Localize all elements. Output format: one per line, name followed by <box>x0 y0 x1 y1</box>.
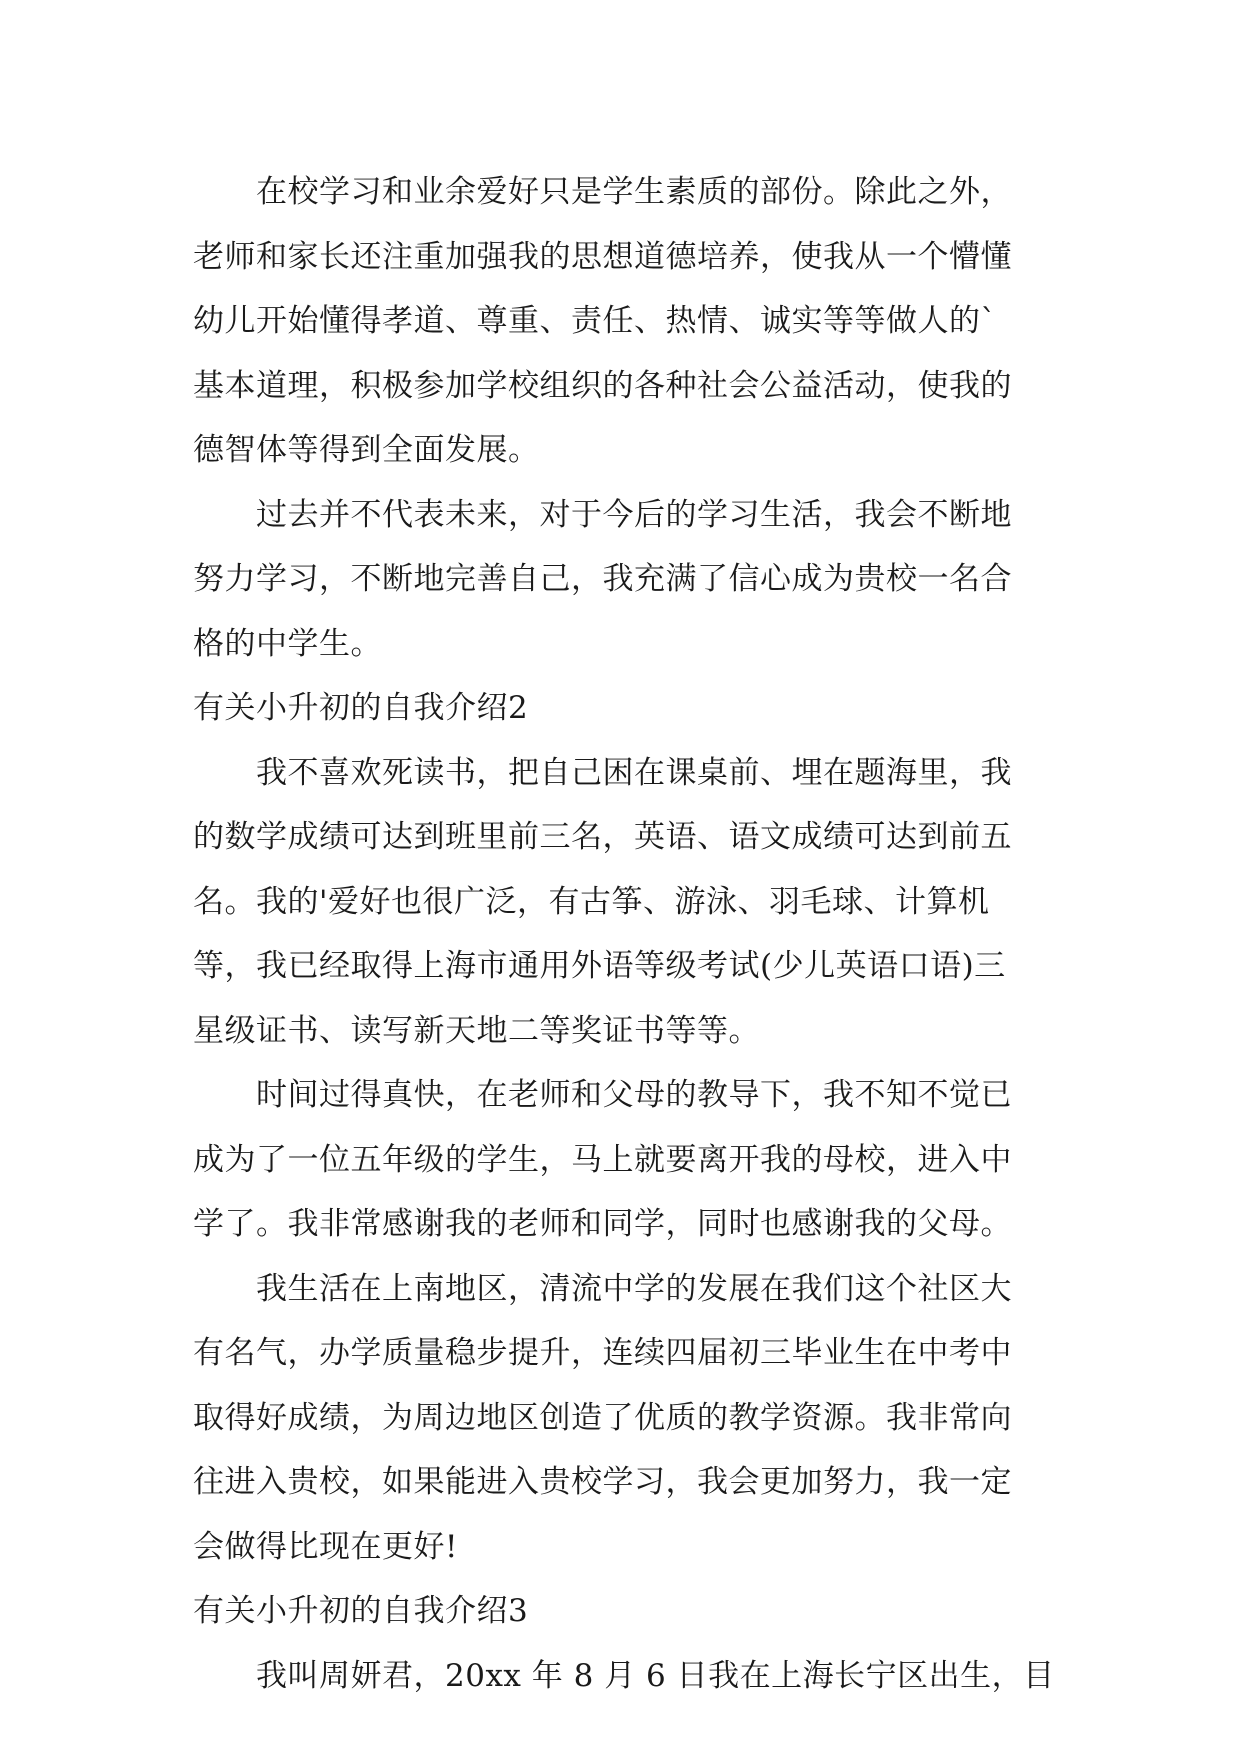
section-heading: 有关小升初的自我介绍3 <box>193 1593 529 1629</box>
paragraph-line: 我叫周妍君，20xx 年 8 月 6 日我在上海长宁区出生，目 <box>193 1657 1055 1694</box>
section-heading: 有关小升初的自我介绍2 <box>193 690 529 726</box>
paragraph-line: 取得好成绩，为周边地区创造了优质的教学资源。我非常向 <box>193 1399 1012 1436</box>
paragraph-line: 基本道理，积极参加学校组织的各种社会公益活动，使我的 <box>193 367 1012 404</box>
paragraph-line: 我生活在上南地区，清流中学的发展在我们这个社区大 <box>193 1270 1012 1307</box>
paragraph-line: 成为了一位五年级的学生，马上就要离开我的母校，进入中 <box>193 1141 1012 1178</box>
paragraph-line: 在校学习和业余爱好只是学生素质的部份。除此之外， <box>193 174 1012 210</box>
paragraph-line: 过去并不代表未来，对于今后的学习生活，我会不断地 <box>193 496 1012 533</box>
paragraph-line: 的数学成绩可达到班里前三名，英语、语文成绩可达到前五 <box>193 819 1012 855</box>
paragraph-line: 德智体等得到全面发展。 <box>193 432 540 468</box>
paragraph-line: 学了。我非常感谢我的老师和同学，同时也感谢我的父母。 <box>193 1206 1012 1242</box>
paragraph-line: 会做得比现在更好! <box>193 1528 458 1565</box>
paragraph-line: 幼儿开始懂得孝道、尊重、责任、热情、诚实等等做人的` <box>193 303 997 339</box>
paragraph-line: 时间过得真快，在老师和父母的教导下，我不知不觉已 <box>193 1077 1012 1113</box>
paragraph-line: 星级证书、读写新天地二等奖证书等等。 <box>193 1012 760 1049</box>
paragraph-line: 等，我已经取得上海市通用外语等级考试(少儿英语口语)三 <box>193 948 1006 984</box>
paragraph-line: 老师和家长还注重加强我的思想道德培养，使我从一个懵懂 <box>193 238 1012 275</box>
paragraph-line: 格的中学生。 <box>193 625 382 662</box>
paragraph-line: 努力学习，不断地完善自己，我充满了信心成为贵校一名合 <box>193 561 1012 597</box>
paragraph-line: 名。我的'爱好也很广泛，有古筝、游泳、羽毛球、计算机 <box>193 883 990 920</box>
paragraph-line: 我不喜欢死读书，把自己困在课桌前、埋在题海里，我 <box>193 754 1012 791</box>
document-body <box>193 160 1073 1708</box>
paragraph-line: 往进入贵校，如果能进入贵校学习，我会更加努力，我一定 <box>193 1464 1012 1500</box>
paragraph-line: 有名气，办学质量稳步提升，连续四届初三毕业生在中考中 <box>193 1335 1012 1371</box>
